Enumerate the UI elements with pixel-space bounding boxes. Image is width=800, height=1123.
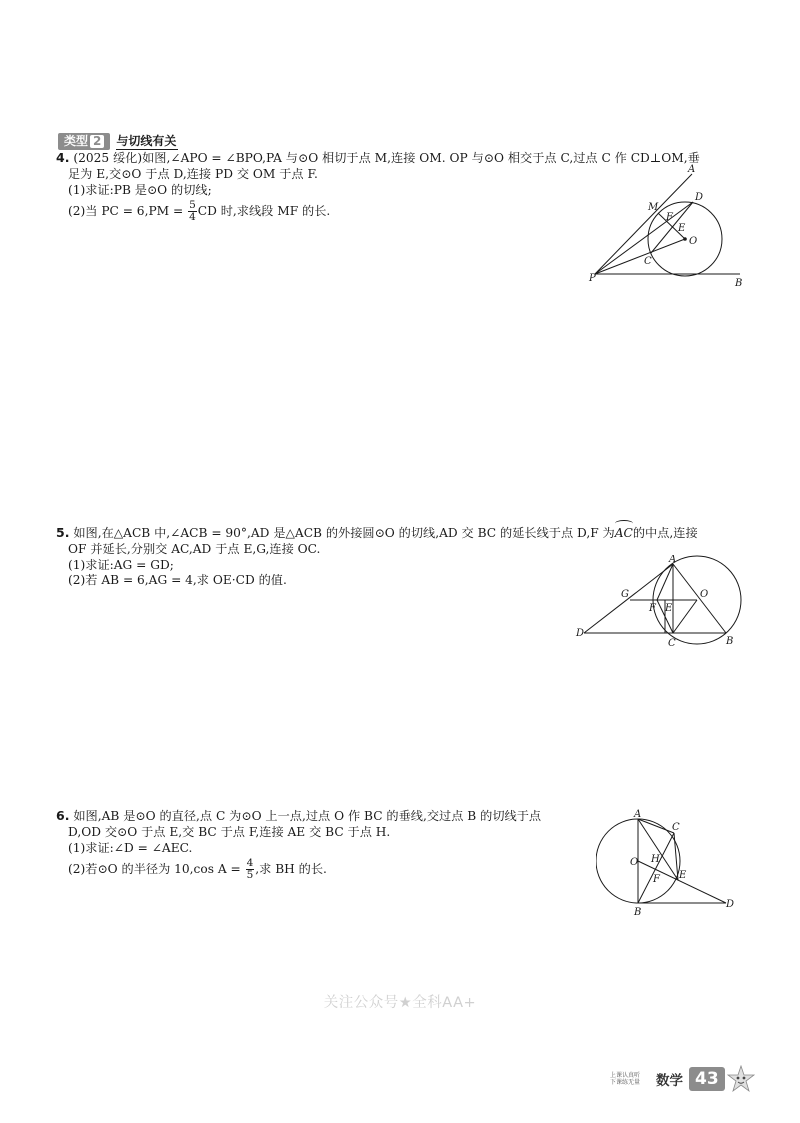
fraction (188, 200, 197, 223)
problem-text: 如图,在△ACB 中,∠ACB = 90°,AD 是△ACB 的外接圆⊙O 的切线,AD 交 BC 的延长线于点 D,F 为 (73, 526, 615, 540)
label-o: O (630, 857, 639, 868)
section-tag-label: 类型 (64, 134, 89, 148)
footer-subject: 数学 (656, 1073, 683, 1089)
label-o: O (700, 589, 709, 600)
fraction-numerator: 4 (246, 857, 254, 870)
label-f: F (649, 603, 656, 614)
line-ce (674, 833, 678, 880)
star-mascot-icon (727, 1065, 755, 1093)
label-g: G (621, 589, 629, 600)
label-a: A (688, 164, 696, 175)
problem-number: 6. (56, 808, 70, 823)
section-tag-number: 2 (90, 135, 104, 148)
fraction (246, 858, 255, 881)
problem-text: OF 并延长,分别交 AC,AD 于点 E,G,连接 OC. (68, 541, 321, 556)
fraction-denominator: 4 (189, 211, 196, 224)
problem-text: (2025 绥化)如图,∠APO = ∠BPO,PA 与⊙O 相切于点 M,连接 OM. OP 与⊙O 相交于点 C,过点 C 作 CD⊥OM,垂 (73, 151, 700, 165)
figure-problem-6 (596, 806, 746, 924)
section-title: 与切线有关 (116, 133, 177, 148)
watermark: 关注公众号★全科AA+ (323, 995, 477, 1011)
label-b: B (726, 636, 734, 647)
problem-text: 如图,AB 是⊙O 的直径,点 C 为⊙O 上一点,过点 O 作 BC 的垂线,交过点 B 的切线于点 (73, 809, 542, 823)
question-2: (2)若 AB = 6,AG = 4,求 OE·CD 的值. (68, 573, 287, 588)
label-b: B (634, 907, 642, 918)
label-c: C (672, 822, 680, 833)
label-a: A (634, 809, 642, 820)
problem-number: 5. (56, 525, 70, 540)
label-f: F (666, 212, 673, 223)
label-o: O (689, 236, 698, 247)
footer-slogan (610, 1072, 650, 1086)
problem-number: 4. (56, 150, 70, 165)
fraction-numerator: 5 (189, 199, 196, 212)
label-d: D (576, 628, 585, 639)
label-e: E (679, 870, 687, 881)
question-1: (1)求证:∠D = ∠AEC. (68, 840, 193, 855)
label-c: C (644, 256, 652, 267)
label-d: D (726, 899, 735, 910)
center-point (683, 237, 687, 241)
question-2-prefix: (2)若⊙O 的半径为 10,cos A = (68, 862, 245, 877)
arc-notation (615, 526, 633, 542)
line-oc (673, 600, 697, 633)
footer-slogan-line: 上课认真听 (610, 1072, 641, 1079)
arc-text: AC (614, 526, 633, 540)
label-d: D (695, 192, 704, 203)
line-ac (638, 819, 674, 833)
problem-text-end: 的中点,连接 (632, 526, 698, 540)
question-2-prefix: (2)当 PC = 6,PM = (68, 204, 188, 219)
question-1: (1)求证:PB 是⊙O 的切线; (68, 182, 212, 197)
page-footer (610, 1066, 755, 1092)
label-e: E (665, 603, 673, 614)
problem-text: 足为 E,交⊙O 于点 D,连接 PD 交 OM 于点 F. (68, 166, 318, 181)
question-1: (1)求证:AG = GD; (68, 557, 174, 572)
line-po (595, 239, 685, 274)
label-p: P (589, 273, 596, 284)
problem-text: D,OD 交⊙O 于点 E,交 BC 于点 F,连接 AE 交 BC 于点 H. (68, 824, 391, 839)
fraction-denominator: 5 (246, 869, 254, 882)
question-2-suffix: CD 时,求线段 MF 的长. (197, 204, 331, 219)
figure-problem-4 (585, 160, 750, 290)
label-e: E (678, 223, 686, 234)
line-bc (638, 833, 674, 903)
label-m: M (648, 202, 659, 213)
label-f: F (653, 874, 660, 885)
section-header (58, 133, 178, 150)
question-2-suffix: ,求 BH 的长. (255, 862, 327, 877)
footer-slogan-line: 下课练无量 (610, 1079, 641, 1086)
line-od (638, 861, 726, 903)
figure-problem-5 (572, 555, 752, 650)
label-c: C (668, 638, 676, 649)
label-b: B (735, 278, 743, 289)
section-tag (58, 133, 110, 150)
label-h: H (651, 854, 660, 865)
page-number: 43 (689, 1067, 725, 1091)
label-a: A (669, 555, 677, 565)
